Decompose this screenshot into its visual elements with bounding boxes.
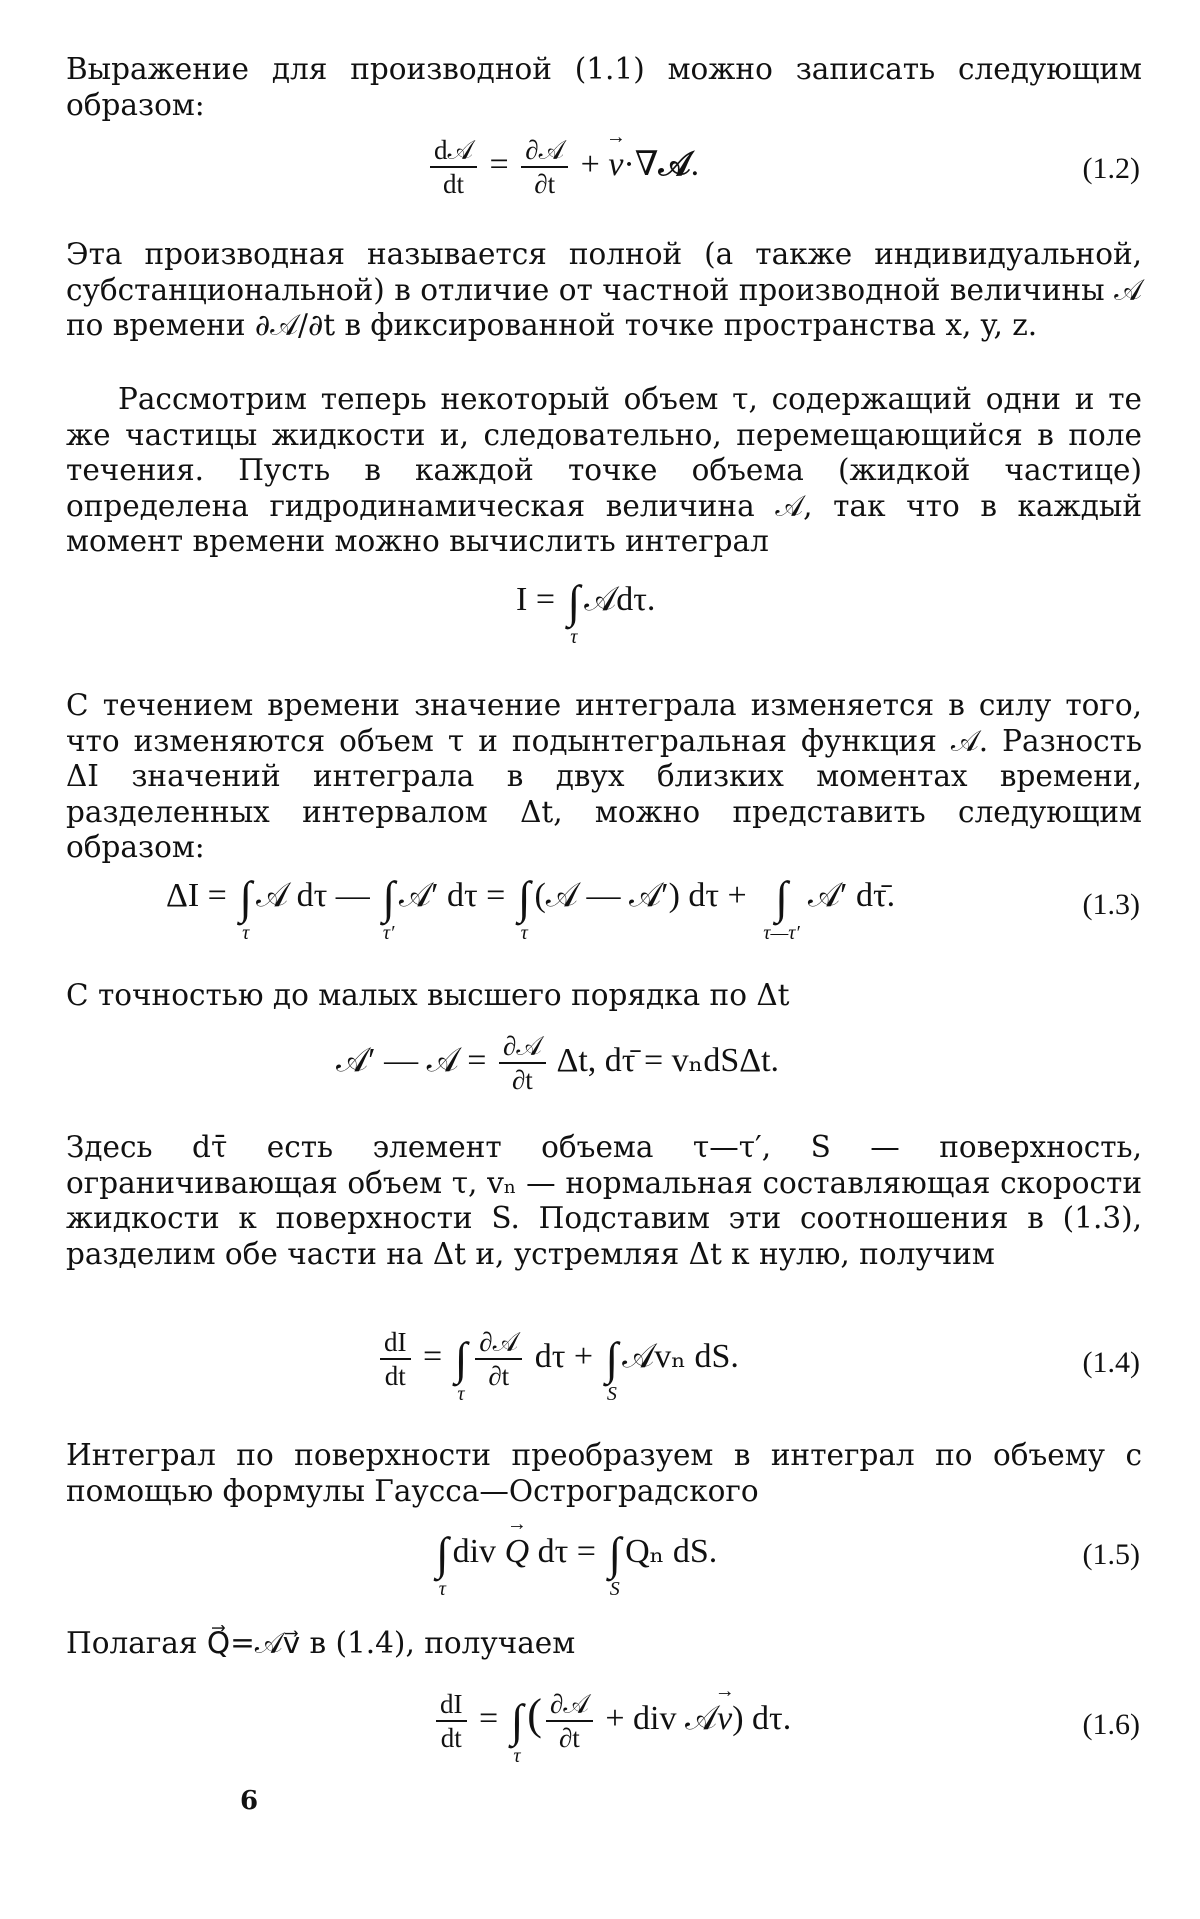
- equation-number: (1.5): [1082, 1538, 1140, 1571]
- paragraph-volume: Рассмотрим теперь некоторый объем τ, содержащий одни и те же частицы жидкости и, следовательно, перемещающийся в поле течения. Пусть в каждой точке объема (жидкой частице) определена гидродинамическая величина 𝒜, так что в каждый момент времени можно вычислить интеграл: [66, 382, 1142, 558]
- paragraph-time-change: С течением времени значение интеграла изменяется в силу того, что изменяются объем τ и подынтегральная функция 𝒜. Разность ΔI значений интеграла в двух близких моментах времени, разделенных интервалом Δt, можно представить следующим образом:: [66, 688, 1142, 864]
- paragraph-accuracy: С точностью до малых высшего порядка по Δt: [66, 978, 790, 1012]
- velocity-vector: → v: [717, 1700, 732, 1738]
- integral-sign: ∫ τ—τ′: [763, 872, 800, 944]
- paragraph-element-volume: Здесь dτ̄ есть элемент объема τ—τ′, S — поверхность, ограничивающая объем τ, vₙ — нормальная составляющая скорости жидкости к поверхности S. Подставим эти соотношения в (1.3), разделим обе части на Δt и, устремляя Δt к нулю, получим: [66, 1130, 1142, 1271]
- integral-sign: ∫ τ: [239, 872, 252, 944]
- equation-number: (1.2): [1082, 152, 1140, 185]
- integral-sign: ∫ τ: [567, 576, 581, 648]
- velocity-vector: → v: [608, 146, 623, 184]
- integral-sign: ∫ τ: [517, 872, 531, 944]
- integral-sign: ∫ S: [605, 1333, 619, 1405]
- fraction-total-derivative: $\frac{\text{d𝒜}}{dt}$: [430, 134, 477, 200]
- equation-1-4: $\frac{dI}{dt}$ = ∫ τ $\frac{\text{∂𝒜}}{\partial t}$ dτ + ∫ S 𝒜vₙ dS. (1.4): [66, 1326, 1142, 1416]
- paragraph-intro: Выражение для производной (1.1) можно записать следующим образом:: [66, 52, 1142, 122]
- integral-sign: ∫ S: [608, 1528, 622, 1600]
- equation-number: (1.6): [1082, 1708, 1140, 1741]
- integral-sign: ∫ τ′: [382, 872, 395, 944]
- integral-sign: ∫ τ: [436, 1528, 449, 1600]
- equation-1-5: ∫ τ div → Q dτ = ∫ S Qₙ dS. (1.5): [66, 1530, 1142, 1610]
- page-number: 6: [240, 1786, 259, 1816]
- equation-1-3: ΔI = ∫ τ 𝒜 dτ — ∫ τ′ 𝒜′ dτ = ∫ τ (𝒜 — 𝒜′) dτ + ∫ τ—τ′ 𝒜′ dτ̄. (1.3): [166, 872, 1140, 944]
- equation-number: (1.4): [1082, 1346, 1140, 1379]
- equation-number: (1.3): [1082, 888, 1140, 921]
- paragraph-gauss: Интеграл по поверхности преобразуем в интеграл по объему с помощью формулы Гаусса—Остроградского: [66, 1438, 1142, 1508]
- equation-1-2: $\frac{\text{d𝒜}}{dt}$ = $\frac{\text{∂𝒜}}{\partial t}$ + → v·∇𝒜. (1.2): [66, 134, 1142, 214]
- fraction-partial-derivative: $\frac{\text{∂𝒜}}{\partial t}$: [521, 134, 568, 200]
- paragraph-total-derivative: Эта производная называется полной (а также индивидуальной, субстанциональной) в отличие от частной производной величины 𝒜 по времени ∂𝒜/∂t в фиксированной точке пространства x, y, z.: [66, 237, 1142, 342]
- integral-sign: ∫ τ: [510, 1695, 524, 1767]
- equation-difference: 𝒜′ — 𝒜 = $\frac{\text{∂𝒜}}{\partial t}$ Δt, dτ̄ = vₙdSΔt.: [336, 1031, 780, 1095]
- fraction-partial-derivative: $\frac{\text{∂𝒜}}{\partial t}$: [499, 1030, 546, 1096]
- equation-1-6: $\frac{dI}{dt}$ = ∫ τ ( $\frac{\text{∂𝒜}}{\partial t}$ + div 𝒜→ v) dτ. (1.6): [66, 1688, 1142, 1778]
- q-vector: → Q: [505, 1533, 530, 1571]
- equation-integral-I: I = ∫ τ 𝒜dτ.: [516, 576, 656, 648]
- paragraph-setting-q: Полагая Q⃗=𝒜v⃗ в (1.4), получаем: [66, 1626, 576, 1660]
- integral-sign: ∫ τ: [454, 1333, 468, 1405]
